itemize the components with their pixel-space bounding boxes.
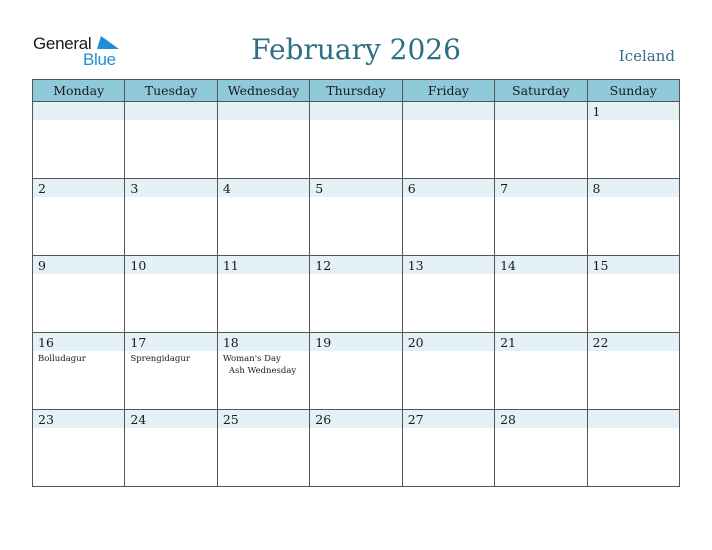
weekday-header: Friday xyxy=(402,80,494,102)
day-cell xyxy=(495,102,587,179)
day-cell xyxy=(125,256,217,333)
day-cell xyxy=(402,410,494,487)
day-number: 2 xyxy=(38,181,46,196)
day-cell xyxy=(33,179,125,256)
weekday-header: Saturday xyxy=(495,80,587,102)
day-cell xyxy=(495,333,587,410)
day-number: 8 xyxy=(592,181,601,196)
day-number: 21 xyxy=(500,335,517,350)
day-cell xyxy=(402,333,494,410)
weekday-header: Sunday xyxy=(587,80,679,102)
day-cell xyxy=(310,179,402,256)
day-number: 9 xyxy=(38,258,46,273)
day-cell xyxy=(495,256,587,333)
day-cell xyxy=(217,333,309,410)
day-number: 17 xyxy=(130,335,147,350)
day-cell xyxy=(402,256,494,333)
holiday-label: Woman's Day xyxy=(222,354,281,364)
logo-word-general: General xyxy=(33,34,92,53)
day-number: 23 xyxy=(38,412,54,427)
day-cell xyxy=(33,410,125,487)
weekday-header: Monday xyxy=(33,80,125,102)
day-number: 12 xyxy=(315,258,332,273)
holiday-list xyxy=(38,353,86,365)
day-number: 13 xyxy=(407,258,424,273)
day-number: 19 xyxy=(315,335,332,350)
day-cell xyxy=(587,102,679,179)
day-cell xyxy=(217,179,309,256)
day-cell xyxy=(587,256,679,333)
calendar-title: February 2026 xyxy=(251,33,461,66)
day-number: 26 xyxy=(315,412,332,427)
day-number: 1 xyxy=(592,104,601,119)
day-cell xyxy=(310,256,402,333)
day-cell xyxy=(217,256,309,333)
day-number: 6 xyxy=(407,181,416,196)
holiday-list xyxy=(130,353,189,365)
holiday-list xyxy=(223,353,296,377)
day-cell xyxy=(125,410,217,487)
day-cell xyxy=(587,410,679,487)
day-cell xyxy=(217,410,309,487)
week-row xyxy=(33,179,680,256)
weekday-header: Wednesday xyxy=(217,80,309,102)
day-number: 25 xyxy=(222,412,239,427)
day-number: 20 xyxy=(407,335,424,350)
calendar-grid xyxy=(32,79,680,487)
day-cell xyxy=(495,410,587,487)
holiday-label: Ash Wednesday xyxy=(228,366,297,376)
weekday-header: Tuesday xyxy=(125,80,217,102)
day-cell xyxy=(33,333,125,410)
holiday-label: Bolludagur xyxy=(38,354,86,364)
logo-word-blue: Blue xyxy=(83,50,116,69)
day-number: 10 xyxy=(130,258,147,273)
day-number: 3 xyxy=(130,181,139,196)
day-number: 14 xyxy=(500,258,517,273)
weekday-header-row xyxy=(33,80,680,102)
day-number: 28 xyxy=(500,412,517,427)
country-label: Iceland xyxy=(618,47,675,65)
holiday-label: Sprengidagur xyxy=(130,354,190,364)
day-number: 18 xyxy=(222,335,239,350)
day-cell xyxy=(33,256,125,333)
day-cell xyxy=(125,102,217,179)
week-row xyxy=(33,333,680,410)
week-row xyxy=(33,410,680,487)
day-cell xyxy=(310,333,402,410)
day-number: 27 xyxy=(407,412,424,427)
week-row xyxy=(33,256,680,333)
day-cell xyxy=(587,333,679,410)
day-cell xyxy=(402,102,494,179)
day-number: 7 xyxy=(500,181,509,196)
day-number: 15 xyxy=(592,258,609,273)
day-cell xyxy=(310,102,402,179)
day-cell xyxy=(217,102,309,179)
day-cell xyxy=(125,179,217,256)
day-cell xyxy=(310,410,402,487)
week-row xyxy=(33,102,680,179)
day-cell xyxy=(495,179,587,256)
day-cell xyxy=(587,179,679,256)
day-number: 24 xyxy=(130,412,147,427)
day-number: 5 xyxy=(315,181,324,196)
day-number: 4 xyxy=(222,181,231,196)
day-number: 16 xyxy=(38,335,54,350)
day-cell xyxy=(33,102,125,179)
day-cell xyxy=(402,179,494,256)
day-number: 22 xyxy=(592,335,609,350)
day-cell xyxy=(125,333,217,410)
day-number: 11 xyxy=(222,258,239,273)
weekday-header: Thursday xyxy=(310,80,402,102)
